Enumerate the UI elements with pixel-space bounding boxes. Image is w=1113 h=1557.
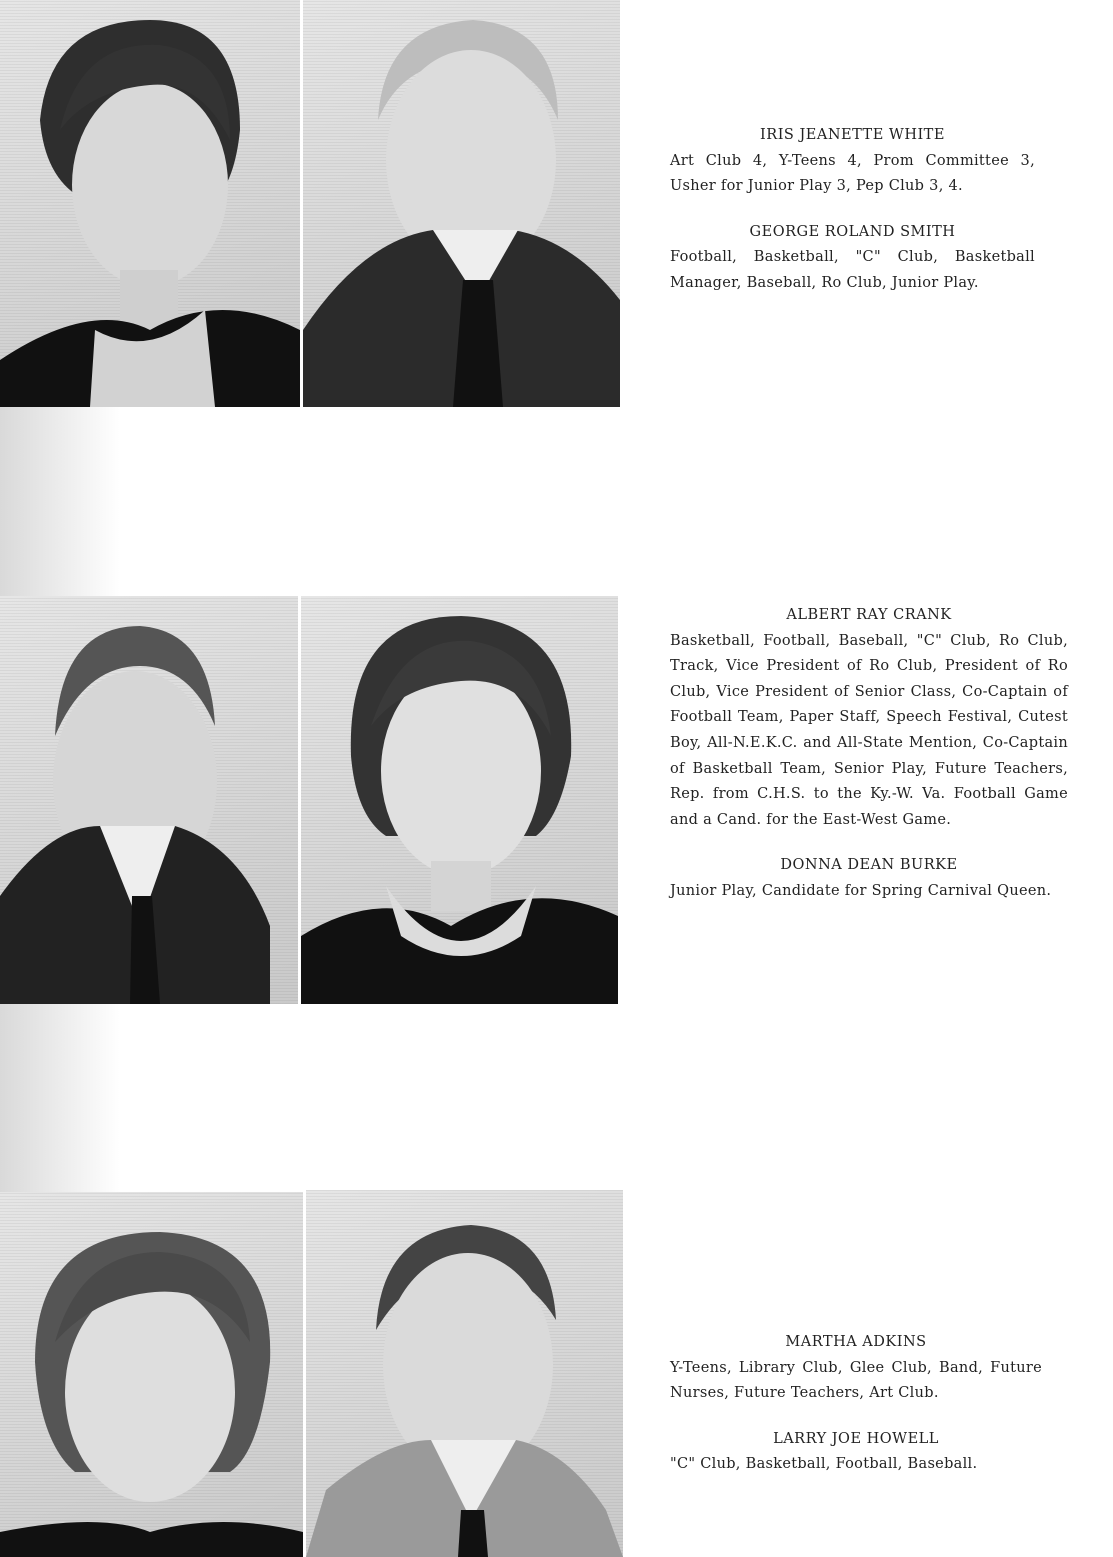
student-activities: Art Club 4, Y-Teens 4, Prom Committee 3, Usher for Junior Play 3, Pep Club 3, 4.: [670, 152, 1035, 195]
portrait-george-roland-smith: [303, 0, 620, 407]
portrait-albert-ray-crank: [0, 596, 298, 1004]
caption-group-3: [670, 1330, 1042, 1478]
student-activities: Basketball, Football, Baseball, "C" Club, Ro Club, Track, Vice President of Ro Club, President of Ro Club, Vice President of Senior Class, Co-Captain of Football Team, Paper Staff, Speech Festival, Cutest Boy, All-N.E.K.C. and All-State Mention, Co-Captain of Basketball Team, Senior Play, Future Teachers, Rep. from C.H.S. to the Ky.-W. Va. Football Game and a Cand. for the East-West Game.: [670, 632, 1068, 828]
caption-group-2: [670, 603, 1068, 905]
student-name: LARRY JOE HOWELL: [773, 1430, 939, 1447]
portrait-larry-joe-howell: [306, 1190, 623, 1557]
student-name: IRIS JEANETTE WHITE: [760, 127, 945, 143]
student-activities: Football, Basketball, "C" Club, Basketball Manager, Baseball, Ro Club, Junior Play.: [670, 249, 1035, 291]
student-name: ALBERT RAY CRANK: [786, 607, 952, 623]
portrait-martha-adkins: [0, 1192, 303, 1557]
student-name: DONNA DEAN BURKE: [780, 857, 958, 874]
caption-group-1: [670, 123, 1035, 297]
student-activities: Y-Teens, Library Club, Glee Club, Band, Future Nurses, Future Teachers, Art Club.: [670, 1359, 1042, 1402]
student-activities: "C" Club, Basketball, Football, Baseball.: [670, 1456, 978, 1473]
student-name: MARTHA ADKINS: [785, 1334, 927, 1350]
portrait-iris-jeanette-white: [0, 0, 300, 407]
student-activities: Junior Play, Candidate for Spring Carnival Queen.: [670, 882, 1052, 899]
portrait-donna-dean-burke: [301, 596, 618, 1004]
student-name: GEORGE ROLAND SMITH: [749, 223, 956, 240]
